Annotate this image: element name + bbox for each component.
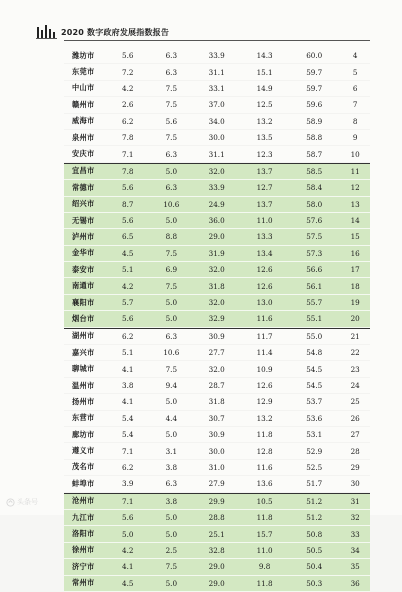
table-row xyxy=(64,576,370,592)
city-cell: 安庆市 xyxy=(72,149,95,159)
rank-cell: 30 xyxy=(350,479,360,489)
rank-cell: 7 xyxy=(352,100,358,110)
city-cell: 九江市 xyxy=(72,512,95,522)
total-score-cell: 58.9 xyxy=(306,116,323,126)
total-score-cell: 58.0 xyxy=(306,199,323,209)
value-cell-4: 13.3 xyxy=(256,232,273,242)
value-cell-2: 3.1 xyxy=(165,446,178,456)
table-section-green xyxy=(64,163,370,328)
value-cell-3: 33.9 xyxy=(208,51,225,61)
value-cell-3: 30.9 xyxy=(208,430,225,440)
total-score-cell: 50.5 xyxy=(306,545,323,555)
value-cell-2: 7.5 xyxy=(165,133,178,143)
rank-cell: 36 xyxy=(350,578,360,588)
value-cell-2: 5.0 xyxy=(165,430,178,440)
value-cell-3: 29.0 xyxy=(208,578,225,588)
value-cell-4: 13.7 xyxy=(256,166,273,176)
total-score-cell: 53.7 xyxy=(306,397,323,407)
value-cell-2: 5.6 xyxy=(165,116,178,126)
table-row xyxy=(64,427,370,443)
value-cell-1: 5.1 xyxy=(122,348,134,358)
table-row xyxy=(64,329,370,345)
value-cell-3: 36.0 xyxy=(208,216,225,226)
total-score-cell: 59.6 xyxy=(306,100,323,110)
value-cell-4: 13.2 xyxy=(256,116,273,126)
table-row xyxy=(64,526,370,542)
rank-cell: 13 xyxy=(350,199,360,209)
value-cell-2: 6.3 xyxy=(165,331,178,341)
value-cell-4: 11.0 xyxy=(256,545,273,555)
value-cell-1: 3.9 xyxy=(122,479,134,489)
total-score-cell: 53.6 xyxy=(306,413,323,423)
header-rule xyxy=(64,40,370,41)
value-cell-2: 7.5 xyxy=(165,364,178,374)
value-cell-1: 7.1 xyxy=(122,149,134,159)
city-cell: 中山市 xyxy=(72,83,95,93)
table-row xyxy=(64,130,370,146)
total-score-cell: 51.7 xyxy=(306,479,323,489)
value-cell-4: 11.7 xyxy=(256,331,273,341)
value-cell-4: 10.5 xyxy=(256,496,273,506)
value-cell-2: 7.5 xyxy=(165,562,178,572)
city-cell: 金华市 xyxy=(72,248,95,258)
value-cell-2: 7.5 xyxy=(165,100,178,110)
value-cell-1: 4.1 xyxy=(122,562,134,572)
value-cell-2: 6.3 xyxy=(165,67,178,77)
total-score-cell: 50.8 xyxy=(306,529,323,539)
value-cell-2: 5.0 xyxy=(165,314,178,324)
rank-cell: 21 xyxy=(350,331,360,341)
city-cell: 徐州市 xyxy=(72,545,95,555)
value-cell-3: 31.1 xyxy=(208,149,225,159)
value-cell-3: 27.9 xyxy=(208,479,225,489)
value-cell-4: 13.7 xyxy=(256,199,273,209)
city-cell: 聊城市 xyxy=(72,364,95,374)
value-cell-2: 5.0 xyxy=(165,578,178,588)
rank-cell: 4 xyxy=(352,51,358,61)
rank-cell: 27 xyxy=(350,430,360,440)
value-cell-4: 12.5 xyxy=(256,100,273,110)
total-score-cell: 54.8 xyxy=(306,348,323,358)
value-cell-4: 15.7 xyxy=(256,529,273,539)
value-cell-3: 27.7 xyxy=(208,348,225,358)
value-cell-3: 32.0 xyxy=(208,166,225,176)
value-cell-3: 33.1 xyxy=(208,83,225,93)
value-cell-3: 29.9 xyxy=(208,496,225,506)
value-cell-2: 9.4 xyxy=(165,381,178,390)
rank-cell: 32 xyxy=(350,513,360,523)
total-score-cell: 58.5 xyxy=(306,166,323,176)
value-cell-4: 12.7 xyxy=(256,183,273,193)
value-cell-2: 3.8 xyxy=(165,462,178,472)
rank-cell: 28 xyxy=(350,446,360,456)
total-score-cell: 55.1 xyxy=(306,314,323,324)
value-cell-1: 5.0 xyxy=(122,529,134,539)
total-score-cell: 50.3 xyxy=(306,578,323,588)
value-cell-4: 12.6 xyxy=(256,281,273,291)
value-cell-2: 5.0 xyxy=(165,529,178,539)
city-cell: 东莞市 xyxy=(72,67,95,77)
table-row xyxy=(64,229,370,245)
rank-cell: 35 xyxy=(350,562,360,572)
report-title: 2020 数字政府发展指数报告 xyxy=(61,27,170,37)
value-cell-2: 6.3 xyxy=(165,51,178,61)
value-cell-1: 7.1 xyxy=(122,496,134,506)
value-cell-4: 10.9 xyxy=(256,364,273,374)
value-cell-1: 5.4 xyxy=(122,413,134,423)
value-cell-3: 29.0 xyxy=(208,232,225,242)
value-cell-3: 28.7 xyxy=(208,381,225,390)
value-cell-1: 6.2 xyxy=(122,462,134,472)
total-score-cell: 58.4 xyxy=(306,183,323,193)
report-header xyxy=(36,24,169,40)
value-cell-2: 5.0 xyxy=(165,513,178,523)
value-cell-3: 33.9 xyxy=(208,183,225,193)
value-cell-2: 6.3 xyxy=(165,149,178,159)
total-score-cell: 57.6 xyxy=(306,216,323,226)
rank-cell: 16 xyxy=(350,248,360,258)
total-score-cell: 55.0 xyxy=(306,331,323,341)
value-cell-2: 4.4 xyxy=(165,413,178,423)
value-cell-4: 9.8 xyxy=(258,562,271,572)
table-row xyxy=(64,443,370,459)
city-cell: 无锡市 xyxy=(72,215,95,225)
city-cell: 蚌埠市 xyxy=(72,478,95,488)
table-row xyxy=(64,361,370,377)
value-cell-4: 14.9 xyxy=(256,83,273,93)
value-cell-4: 12.8 xyxy=(256,446,273,456)
city-cell: 宜昌市 xyxy=(72,166,95,176)
value-cell-4: 11.8 xyxy=(256,430,273,440)
table-row xyxy=(64,278,370,294)
total-score-cell: 56.6 xyxy=(306,265,323,275)
value-cell-1: 5.4 xyxy=(122,430,134,440)
value-cell-3: 32.0 xyxy=(208,364,225,374)
value-cell-1: 4.2 xyxy=(122,281,134,291)
value-cell-2: 7.5 xyxy=(165,248,178,258)
value-cell-2: 8.8 xyxy=(165,232,178,242)
rank-cell: 19 xyxy=(350,298,360,308)
total-score-cell: 56.1 xyxy=(306,281,323,291)
table-row xyxy=(64,48,370,64)
table-row xyxy=(64,81,370,97)
value-cell-3: 31.8 xyxy=(208,397,225,407)
value-cell-1: 6.2 xyxy=(122,116,134,126)
city-cell: 洛阳市 xyxy=(72,529,95,539)
rank-cell: 9 xyxy=(352,133,358,143)
table-row xyxy=(64,378,370,394)
total-score-cell: 58.7 xyxy=(306,149,323,159)
value-cell-1: 5.7 xyxy=(122,298,134,308)
value-cell-4: 14.3 xyxy=(256,51,273,61)
value-cell-3: 29.0 xyxy=(208,562,225,572)
value-cell-1: 4.2 xyxy=(122,83,134,93)
table-row xyxy=(64,246,370,262)
rank-cell: 26 xyxy=(350,413,360,423)
city-cell: 温州市 xyxy=(72,380,95,390)
table-section-green xyxy=(64,493,370,592)
total-score-cell: 57.3 xyxy=(306,248,323,258)
rank-cell: 22 xyxy=(350,348,360,358)
ranking-table xyxy=(64,48,370,592)
table-row xyxy=(64,394,370,410)
value-cell-4: 13.4 xyxy=(256,248,273,258)
value-cell-4: 13.5 xyxy=(256,133,273,143)
value-cell-1: 5.1 xyxy=(122,265,134,275)
value-cell-4: 11.8 xyxy=(256,513,273,523)
watermark-text: 头条号 xyxy=(17,498,38,506)
value-cell-1: 3.8 xyxy=(122,381,134,390)
toutiao-logo-icon xyxy=(6,498,15,507)
rank-cell: 20 xyxy=(350,314,360,324)
total-score-cell: 54.5 xyxy=(306,364,323,374)
table-section-white xyxy=(64,48,370,163)
value-cell-3: 32.9 xyxy=(208,314,225,324)
table-row xyxy=(64,262,370,278)
value-cell-3: 32.8 xyxy=(208,545,225,555)
table-row xyxy=(64,559,370,575)
value-cell-3: 30.0 xyxy=(208,446,225,456)
table-row xyxy=(64,164,370,180)
total-score-cell: 59.7 xyxy=(306,83,323,93)
value-cell-4: 11.8 xyxy=(256,578,273,588)
table-row xyxy=(64,114,370,130)
value-cell-3: 32.0 xyxy=(208,265,225,275)
city-cell: 济宁市 xyxy=(72,561,95,571)
table-row xyxy=(64,64,370,80)
rank-cell: 15 xyxy=(350,232,360,242)
bar-chart-logo-icon xyxy=(36,24,58,40)
value-cell-2: 5.0 xyxy=(165,298,178,308)
table-row xyxy=(64,197,370,213)
value-cell-4: 11.6 xyxy=(256,314,273,324)
value-cell-1: 7.2 xyxy=(122,67,134,77)
value-cell-4: 13.6 xyxy=(256,479,273,489)
total-score-cell: 60.0 xyxy=(306,51,323,61)
value-cell-2: 7.5 xyxy=(165,83,178,93)
value-cell-3: 32.0 xyxy=(208,298,225,308)
city-cell: 潍坊市 xyxy=(72,50,95,60)
value-cell-1: 4.5 xyxy=(122,248,134,258)
rank-cell: 5 xyxy=(352,67,358,77)
city-cell: 常州市 xyxy=(72,578,95,588)
city-cell: 遵义市 xyxy=(72,446,95,456)
rank-cell: 24 xyxy=(350,381,360,390)
table-row xyxy=(64,494,370,510)
table-row xyxy=(64,97,370,113)
value-cell-1: 5.6 xyxy=(122,216,134,226)
total-score-cell: 51.2 xyxy=(306,513,323,523)
rank-cell: 17 xyxy=(350,265,360,275)
total-score-cell: 50.4 xyxy=(306,562,323,572)
table-row xyxy=(64,311,370,327)
value-cell-1: 4.2 xyxy=(122,545,134,555)
rank-cell: 29 xyxy=(350,462,360,472)
city-cell: 襄阳市 xyxy=(72,297,95,307)
value-cell-1: 4.5 xyxy=(122,578,134,588)
rank-cell: 11 xyxy=(350,166,360,176)
watermark xyxy=(6,497,38,507)
rank-cell: 25 xyxy=(350,397,360,407)
city-cell: 常德市 xyxy=(72,182,95,192)
total-score-cell: 55.7 xyxy=(306,298,323,308)
value-cell-2: 2.5 xyxy=(165,545,178,555)
value-cell-4: 13.0 xyxy=(256,298,273,308)
rank-cell: 34 xyxy=(350,545,360,555)
value-cell-1: 7.8 xyxy=(122,166,134,176)
rank-cell: 6 xyxy=(352,83,358,93)
value-cell-1: 5.6 xyxy=(122,314,134,324)
value-cell-3: 31.0 xyxy=(208,462,225,472)
total-score-cell: 57.5 xyxy=(306,232,323,242)
city-cell: 湖州市 xyxy=(72,331,95,341)
table-row xyxy=(64,543,370,559)
table-row xyxy=(64,460,370,476)
value-cell-3: 30.9 xyxy=(208,331,225,341)
value-cell-1: 5.6 xyxy=(122,513,134,523)
value-cell-2: 5.0 xyxy=(165,397,178,407)
rank-cell: 33 xyxy=(350,529,360,539)
total-score-cell: 54.5 xyxy=(306,381,323,390)
rank-cell: 18 xyxy=(350,281,360,291)
value-cell-3: 30.7 xyxy=(208,413,225,423)
city-cell: 赣州市 xyxy=(72,99,95,109)
value-cell-1: 7.1 xyxy=(122,446,134,456)
rank-cell: 14 xyxy=(350,216,360,226)
rank-cell: 23 xyxy=(350,364,360,374)
value-cell-3: 31.1 xyxy=(208,67,225,77)
city-cell: 沧州市 xyxy=(72,496,95,506)
city-cell: 泉州市 xyxy=(72,132,95,142)
total-score-cell: 51.2 xyxy=(306,496,323,506)
total-score-cell: 58.8 xyxy=(306,133,323,143)
value-cell-1: 6.2 xyxy=(122,331,134,341)
value-cell-3: 24.9 xyxy=(208,199,225,209)
value-cell-2: 10.6 xyxy=(163,348,180,358)
table-row xyxy=(64,180,370,196)
city-cell: 绍兴市 xyxy=(72,199,95,209)
value-cell-3: 30.0 xyxy=(208,133,225,143)
city-cell: 烟台市 xyxy=(72,313,95,323)
value-cell-4: 15.1 xyxy=(256,67,273,77)
value-cell-1: 8.7 xyxy=(122,199,134,209)
rank-cell: 31 xyxy=(350,496,360,506)
value-cell-1: 4.1 xyxy=(122,364,134,374)
table-row xyxy=(64,213,370,229)
value-cell-1: 6.5 xyxy=(122,232,134,242)
value-cell-2: 6.3 xyxy=(165,479,178,489)
city-cell: 南通市 xyxy=(72,281,95,291)
city-cell: 扬州市 xyxy=(72,396,95,406)
total-score-cell: 53.1 xyxy=(306,430,323,440)
value-cell-4: 11.0 xyxy=(256,216,273,226)
value-cell-2: 6.3 xyxy=(165,183,178,193)
value-cell-1: 2.6 xyxy=(122,100,134,110)
value-cell-2: 5.0 xyxy=(165,216,178,226)
value-cell-3: 31.8 xyxy=(208,281,225,291)
value-cell-2: 10.6 xyxy=(163,199,180,209)
value-cell-1: 5.6 xyxy=(122,183,134,193)
value-cell-3: 28.8 xyxy=(208,513,225,523)
value-cell-4: 13.2 xyxy=(256,413,273,423)
table-row xyxy=(64,345,370,361)
total-score-cell: 59.7 xyxy=(306,67,323,77)
value-cell-4: 12.6 xyxy=(256,381,273,390)
value-cell-2: 7.5 xyxy=(165,281,178,291)
value-cell-2: 3.8 xyxy=(165,496,178,506)
total-score-cell: 52.5 xyxy=(306,462,323,472)
table-row xyxy=(64,476,370,492)
city-cell: 嘉兴市 xyxy=(72,347,95,357)
city-cell: 茂名市 xyxy=(72,462,95,472)
value-cell-1: 5.6 xyxy=(122,51,134,61)
value-cell-4: 11.4 xyxy=(256,348,273,358)
city-cell: 东营市 xyxy=(72,413,95,423)
value-cell-3: 31.9 xyxy=(208,248,225,258)
value-cell-3: 25.1 xyxy=(208,529,225,539)
table-row xyxy=(64,510,370,526)
value-cell-1: 7.8 xyxy=(122,133,134,143)
table-row xyxy=(64,146,370,162)
table-row xyxy=(64,295,370,311)
value-cell-1: 4.1 xyxy=(122,397,134,407)
value-cell-3: 34.0 xyxy=(208,116,225,126)
rank-cell: 10 xyxy=(350,149,360,159)
rank-cell: 8 xyxy=(352,116,358,126)
value-cell-4: 12.3 xyxy=(256,149,273,159)
value-cell-4: 12.6 xyxy=(256,265,273,275)
city-cell: 威海市 xyxy=(72,116,95,126)
table-section-white xyxy=(64,328,370,493)
city-cell: 泰安市 xyxy=(72,264,95,274)
table-row xyxy=(64,411,370,427)
value-cell-3: 37.0 xyxy=(208,100,225,110)
rank-cell: 12 xyxy=(350,183,360,193)
value-cell-2: 5.0 xyxy=(165,166,178,176)
city-cell: 泸州市 xyxy=(72,231,95,241)
city-cell: 廊坊市 xyxy=(72,429,95,439)
total-score-cell: 52.9 xyxy=(306,446,323,456)
value-cell-4: 12.9 xyxy=(256,397,273,407)
value-cell-2: 6.9 xyxy=(165,265,178,275)
value-cell-4: 11.6 xyxy=(256,462,273,472)
